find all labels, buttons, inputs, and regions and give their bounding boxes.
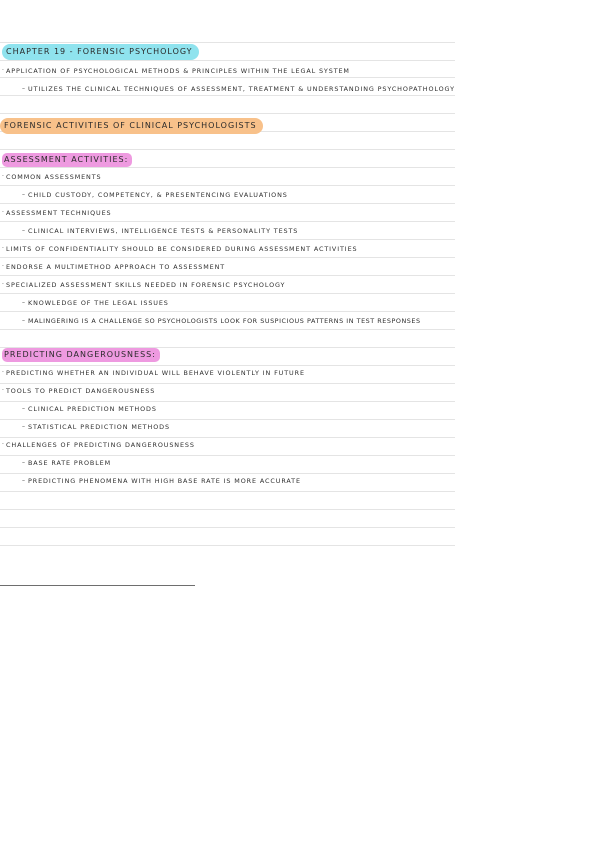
definition-line <box>2 66 350 76</box>
assessment-heading: ASSESSMENT ACTIVITIES: <box>2 153 132 167</box>
statistical-prediction-text: STATISTICAL PREDICTION METHODS <box>28 423 170 431</box>
rule-line <box>0 77 455 78</box>
definition-text: APPLICATION OF PSYCHOLOGICAL METHODS & PRINCIPLES WITHIN THE LEGAL SYSTEM <box>6 67 350 75</box>
list-item <box>2 244 357 254</box>
list-subitem <box>22 298 169 308</box>
rule-line <box>0 491 455 492</box>
rule-line <box>0 42 455 43</box>
list-item <box>2 386 155 396</box>
assessment-techniques-text: ASSESSMENT TECHNIQUES <box>6 209 112 217</box>
rule-line <box>0 257 455 258</box>
predicting-text: PREDICTING WHETHER AN INDIVIDUAL WILL BEHAVE VIOLENTLY IN FUTURE <box>6 369 305 377</box>
list-subitem <box>22 404 157 414</box>
bullet-icon: · <box>2 245 5 252</box>
rule-line <box>0 239 455 240</box>
rule-line <box>0 203 455 204</box>
dash-icon: – <box>22 85 26 92</box>
challenges-text: CHALLENGES OF PREDICTING DANGEROUSNESS <box>6 441 195 449</box>
bullet-icon: · <box>2 441 5 448</box>
dash-icon: – <box>22 423 26 430</box>
dash-icon: – <box>22 477 26 484</box>
list-subitem <box>22 476 301 486</box>
list-item <box>2 368 305 378</box>
bullet-icon: · <box>2 369 5 376</box>
dash-icon: – <box>22 317 26 324</box>
dash-icon: – <box>22 299 26 306</box>
rule-line <box>0 149 455 150</box>
rule-line <box>0 509 455 510</box>
list-subitem <box>22 458 111 468</box>
specialized-skills-text: SPECIALIZED ASSESSMENT SKILLS NEEDED IN FORENSIC PSYCHOLOGY <box>6 281 286 289</box>
malingering-text: MALINGERING IS A CHALLENGE SO PSYCHOLOGISTS LOOK FOR SUSPICIOUS PATTERNS IN TEST RESPONSES <box>28 317 421 325</box>
rule-line <box>0 419 455 420</box>
rule-line <box>0 95 455 96</box>
rule-line <box>0 185 455 186</box>
rule-line <box>0 527 455 528</box>
common-assessments-sub-text: CHILD CUSTODY, COMPETENCY, & PRESENTENCING EVALUATIONS <box>28 191 288 199</box>
rule-line <box>0 113 455 114</box>
dangerousness-heading: PREDICTING DANGEROUSNESS: <box>2 348 160 362</box>
rule-line <box>0 545 455 546</box>
list-subitem <box>22 226 298 236</box>
confidentiality-text: LIMITS OF CONFIDENTIALITY SHOULD BE CONSIDERED DURING ASSESSMENT ACTIVITIES <box>6 245 358 253</box>
list-item <box>2 280 285 290</box>
definition-sub-text: UTILIZES THE CLINICAL TECHNIQUES OF ASSESSMENT, TREATMENT & UNDERSTANDING PSYCHOPATHOLOGY <box>28 85 455 93</box>
bullet-icon: · <box>2 281 5 288</box>
bullet-icon: · <box>2 173 5 180</box>
dash-icon: – <box>22 405 26 412</box>
rule-line <box>0 473 455 474</box>
list-item <box>2 262 225 272</box>
bullet-icon: · <box>2 387 5 394</box>
definition-subpoint <box>22 84 455 94</box>
rule-line <box>0 383 455 384</box>
rule-line <box>0 455 455 456</box>
list-subitem <box>22 422 170 432</box>
legal-issues-text: KNOWLEDGE OF THE LEGAL ISSUES <box>28 299 169 307</box>
section-heading: FORENSIC ACTIVITIES OF CLINICAL PSYCHOLOGISTS <box>0 118 263 134</box>
list-item <box>2 440 195 450</box>
rule-line <box>0 329 455 330</box>
dash-icon: – <box>22 227 26 234</box>
rule-line <box>0 275 455 276</box>
dash-icon: – <box>22 191 26 198</box>
divider <box>0 585 195 586</box>
rule-line <box>0 167 455 168</box>
list-subitem <box>22 190 288 200</box>
rule-line <box>0 60 455 61</box>
dash-icon: – <box>22 459 26 466</box>
list-subitem <box>22 316 421 326</box>
bullet-icon: · <box>2 263 5 270</box>
list-item <box>2 208 111 218</box>
tools-text: TOOLS TO PREDICT DANGEROUSNESS <box>6 387 156 395</box>
high-base-rate-text: PREDICTING PHENOMENA WITH HIGH BASE RATE IS MORE ACCURATE <box>28 477 301 485</box>
assessment-techniques-sub-text: CLINICAL INTERVIEWS, INTELLIGENCE TESTS & PERSONALITY TESTS <box>28 227 299 235</box>
rule-line <box>0 401 455 402</box>
list-item <box>2 172 102 182</box>
clinical-prediction-text: CLINICAL PREDICTION METHODS <box>28 405 157 413</box>
rule-line <box>0 293 455 294</box>
page-title: CHAPTER 19 - FORENSIC PSYCHOLOGY <box>2 44 199 60</box>
bullet-icon: · <box>2 67 5 74</box>
common-assessments-text: COMMON ASSESSMENTS <box>6 173 102 181</box>
rule-line <box>0 437 455 438</box>
base-rate-text: BASE RATE PROBLEM <box>28 459 112 467</box>
rule-line <box>0 221 455 222</box>
rule-line <box>0 365 455 366</box>
rule-line <box>0 311 455 312</box>
bullet-icon: · <box>2 209 5 216</box>
multimethod-text: ENDORSE A MULTIMETHOD APPROACH TO ASSESSMENT <box>6 263 226 271</box>
